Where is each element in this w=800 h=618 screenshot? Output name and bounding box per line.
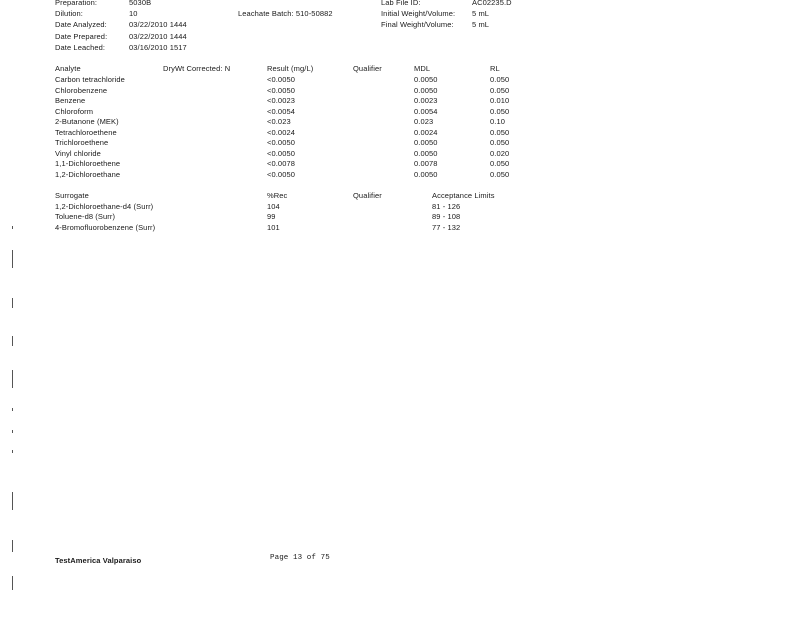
result-mdl: 0.0050 xyxy=(414,75,438,84)
header-label-preparation: Preparation: xyxy=(55,0,98,7)
results-header-qualifier: Qualifier xyxy=(353,64,382,73)
leachate-batch: Leachate Batch: 510-50882 xyxy=(238,9,333,18)
results-header-result: Result (mg/L) xyxy=(267,64,314,73)
scan-mark xyxy=(12,540,13,552)
surrogate-name: 1,2-Dichloroethane-d4 (Surr) xyxy=(55,202,154,211)
header-value-date-prepared: 03/22/2010 1444 xyxy=(129,32,187,41)
result-analyte: Chloroform xyxy=(55,107,94,116)
header-value-initial-weight: 5 mL xyxy=(472,9,490,18)
surrogate-limits: 81 - 126 xyxy=(432,202,461,211)
scan-mark xyxy=(12,250,13,268)
surrogate-header-name: Surrogate xyxy=(55,191,89,200)
results-header-drywt: DryWt Corrected: N xyxy=(163,64,231,73)
scan-mark xyxy=(12,576,13,590)
result-rl: 0.050 xyxy=(490,75,510,84)
header-value-lab-file-id: AC02235.D xyxy=(472,0,512,7)
header-label-date-leached: Date Leached: xyxy=(55,43,106,52)
scan-mark xyxy=(12,492,13,510)
result-value: <0.0023 xyxy=(267,96,296,105)
header-label-final-weight: Final Weight/Volume: xyxy=(381,20,454,29)
result-mdl: 0.0078 xyxy=(414,159,438,168)
footer-page-number: Page 13 of 75 xyxy=(270,554,330,562)
scan-mark xyxy=(12,298,13,308)
result-rl: 0.010 xyxy=(490,96,510,105)
result-rl: 0.050 xyxy=(490,170,510,179)
result-value: <0.023 xyxy=(267,117,291,126)
result-mdl: 0.0050 xyxy=(414,170,438,179)
result-value: <0.0050 xyxy=(267,149,296,158)
header-value-date-analyzed: 03/22/2010 1444 xyxy=(129,20,187,29)
result-mdl: 0.0050 xyxy=(414,138,438,147)
scan-mark xyxy=(12,370,13,388)
result-rl: 0.10 xyxy=(490,117,505,126)
result-rl: 0.050 xyxy=(490,128,510,137)
header-label-dilution: Dilution: xyxy=(55,9,83,18)
result-rl: 0.050 xyxy=(490,159,510,168)
surrogate-rec: 101 xyxy=(267,223,280,232)
result-mdl: 0.0023 xyxy=(414,96,438,105)
header-value-date-leached: 03/16/2010 1517 xyxy=(129,43,187,52)
result-value: <0.0024 xyxy=(267,128,296,137)
result-rl: 0.050 xyxy=(490,86,510,95)
results-header-mdl: MDL xyxy=(414,64,431,73)
surrogate-rec: 104 xyxy=(267,202,280,211)
result-analyte: Chlorobenzene xyxy=(55,86,108,95)
result-mdl: 0.0050 xyxy=(414,86,438,95)
result-value: <0.0050 xyxy=(267,75,296,84)
result-analyte: Carbon tetrachloride xyxy=(55,75,125,84)
surrogate-limits: 89 - 108 xyxy=(432,212,461,221)
result-value: <0.0078 xyxy=(267,159,296,168)
result-mdl: 0.023 xyxy=(414,117,434,126)
result-value: <0.0050 xyxy=(267,170,296,179)
surrogate-header-rec: %Rec xyxy=(267,191,288,200)
header-label-date-analyzed: Date Analyzed: xyxy=(55,20,107,29)
header-value-preparation: 5030B xyxy=(129,0,152,7)
result-analyte: 1,2-Dichloroethane xyxy=(55,170,121,179)
surrogate-header-qualifier: Qualifier xyxy=(353,191,382,200)
scan-mark xyxy=(12,336,13,346)
result-analyte: Vinyl chloride xyxy=(55,149,101,158)
surrogate-name: Toluene-d8 (Surr) xyxy=(55,212,116,221)
result-rl: 0.050 xyxy=(490,107,510,116)
result-mdl: 0.0054 xyxy=(414,107,438,116)
header-value-final-weight: 5 mL xyxy=(472,20,490,29)
header-label-date-prepared: Date Prepared: xyxy=(55,32,108,41)
result-value: <0.0050 xyxy=(267,138,296,147)
scan-mark xyxy=(12,450,13,453)
header-value-dilution: 10 xyxy=(129,9,138,18)
result-rl: 0.050 xyxy=(490,138,510,147)
result-rl: 0.020 xyxy=(490,149,510,158)
results-header-analyte: Analyte xyxy=(55,64,81,73)
result-mdl: 0.0024 xyxy=(414,128,438,137)
result-analyte: 2-Butanone (MEK) xyxy=(55,117,119,126)
scan-mark xyxy=(12,226,13,229)
result-value: <0.0054 xyxy=(267,107,296,116)
result-value: <0.0050 xyxy=(267,86,296,95)
footer-company: TestAmerica Valparaiso xyxy=(55,556,142,565)
result-mdl: 0.0050 xyxy=(414,149,438,158)
result-analyte: Benzene xyxy=(55,96,86,105)
surrogate-limits: 77 - 132 xyxy=(432,223,461,232)
result-analyte: Trichloroethene xyxy=(55,138,109,147)
result-analyte: Tetrachloroethene xyxy=(55,128,117,137)
surrogate-name: 4-Bromofluorobenzene (Surr) xyxy=(55,223,156,232)
result-analyte: 1,1-Dichloroethene xyxy=(55,159,121,168)
results-header-rl: RL xyxy=(490,64,500,73)
scan-mark xyxy=(12,430,13,433)
header-label-initial-weight: Initial Weight/Volume: xyxy=(381,9,456,18)
surrogate-header-limits: Acceptance Limits xyxy=(432,191,495,200)
header-label-lab-file-id: Lab File ID: xyxy=(381,0,421,7)
scan-mark xyxy=(12,408,13,411)
surrogate-rec: 99 xyxy=(267,212,276,221)
